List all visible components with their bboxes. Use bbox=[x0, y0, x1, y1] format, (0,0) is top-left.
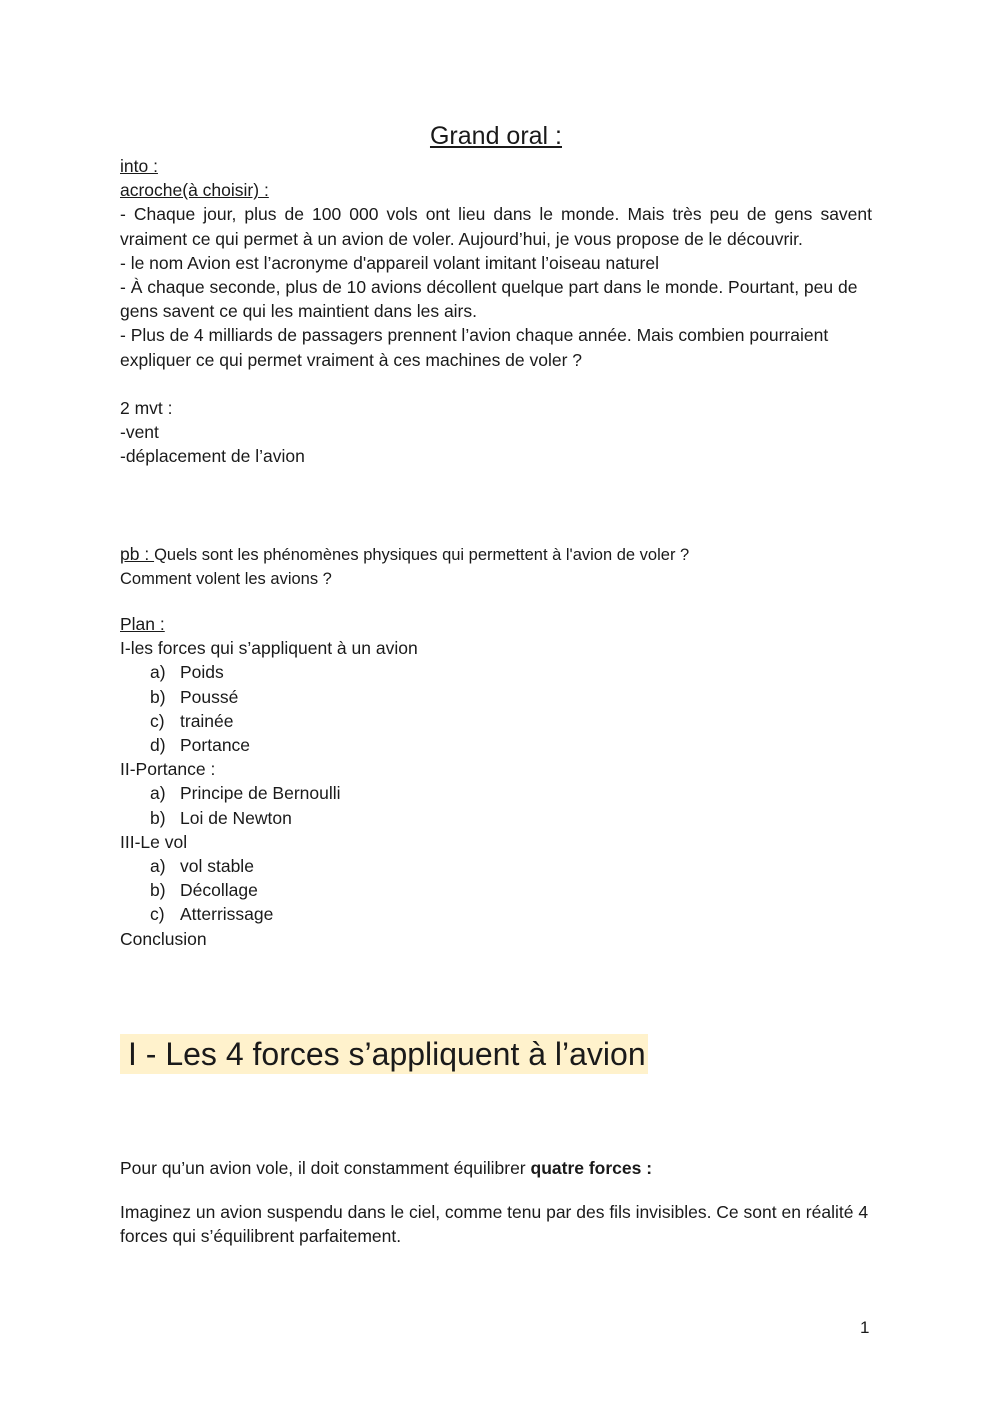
mvt-item: -vent bbox=[120, 422, 159, 443]
mvt-item: -déplacement de l’avion bbox=[120, 446, 305, 467]
list-text: Atterrissage bbox=[180, 904, 274, 925]
section-paragraph-1 bbox=[120, 1156, 872, 1180]
list-marker: b) bbox=[150, 880, 166, 901]
section-body-2 bbox=[120, 1200, 872, 1248]
list-item bbox=[120, 660, 872, 684]
list-marker: c) bbox=[150, 710, 165, 731]
list-item bbox=[120, 902, 872, 926]
list-marker: b) bbox=[150, 807, 166, 828]
hook-item: - Plus de 4 milliards de passagers prennent l’avion chaque année. Mais combien pourraient expliquer ce qui permet vraiment à ces machines de voler ? bbox=[120, 325, 829, 370]
list-text: Principe de Bernoulli bbox=[180, 783, 341, 804]
list-item bbox=[120, 709, 872, 733]
list-text: trainée bbox=[180, 710, 234, 731]
list-marker: d) bbox=[150, 735, 166, 756]
problem-question-2: Comment volent les avions ? bbox=[120, 570, 332, 589]
problem-line bbox=[120, 542, 872, 567]
mvt-section bbox=[120, 396, 872, 469]
problem-question: Quels sont les phénomènes physiques qui permettent à l'avion de voler ? bbox=[154, 546, 690, 564]
paragraph-bold: quatre forces : bbox=[530, 1158, 653, 1178]
list-item bbox=[120, 878, 872, 902]
list-item bbox=[120, 806, 872, 830]
hook-item: - Chaque jour, plus de 100 000 vols ont lieu dans le monde. Mais très peu de gens savent vraiment ce qui permet à un avion de voler. Aujourd’hui, je vous propose de le découvrir. bbox=[120, 204, 872, 249]
plan-part-list bbox=[120, 854, 872, 927]
list-text: Poids bbox=[180, 662, 224, 683]
plan-conclusion: Conclusion bbox=[120, 928, 207, 949]
list-item bbox=[120, 854, 872, 878]
plan-part-list bbox=[120, 781, 872, 829]
section-paragraph-2: Imaginez un avion suspendu dans le ciel, comme tenu par des fils invisibles. Ce sont en réalité 4 forces qui s’équilibrent parfaitement. bbox=[120, 1202, 869, 1247]
list-marker: c) bbox=[150, 904, 165, 925]
list-marker: b) bbox=[150, 686, 166, 707]
hook-item: - À chaque seconde, plus de 10 avions décollent quelque part dans le monde. Pourtant, peu de gens savent ce qui les maintient dans les airs. bbox=[120, 277, 858, 322]
list-item bbox=[120, 685, 872, 709]
plan-section bbox=[120, 612, 872, 951]
list-marker: a) bbox=[150, 856, 166, 877]
hook-label: acroche(à choisir) : bbox=[120, 180, 269, 201]
mvt-label: 2 mvt : bbox=[120, 398, 173, 418]
list-marker: a) bbox=[150, 783, 166, 804]
plan-part-list bbox=[120, 660, 872, 757]
plan-part-title: II-Portance : bbox=[120, 759, 216, 780]
list-text: vol stable bbox=[180, 856, 254, 877]
section-heading: I - Les 4 forces s’appliquent à l’avion bbox=[120, 1034, 648, 1074]
document-title: Grand oral : bbox=[429, 122, 562, 150]
list-marker: a) bbox=[150, 662, 166, 683]
problem-label: pb : bbox=[120, 544, 155, 564]
intro-section bbox=[120, 154, 872, 372]
section-body bbox=[120, 1156, 872, 1180]
list-text: Loi de Newton bbox=[180, 807, 292, 828]
list-item bbox=[120, 781, 872, 805]
page-number: 1 bbox=[860, 1318, 870, 1337]
paragraph-text: Pour qu’un avion vole, il doit constamment équilibrer bbox=[120, 1158, 531, 1178]
hook-item: - le nom Avion est l’acronyme d'appareil volant imitant l’oiseau naturel bbox=[120, 252, 659, 273]
plan-label: Plan : bbox=[120, 614, 165, 634]
plan-part-title: III-Le vol bbox=[120, 831, 188, 852]
list-text: Décollage bbox=[180, 880, 258, 901]
list-text: Poussé bbox=[180, 686, 239, 707]
plan-part-title: I-les forces qui s’appliquent à un avion bbox=[120, 638, 418, 659]
problem-section bbox=[120, 542, 872, 591]
list-item bbox=[120, 733, 872, 757]
intro-label: into : bbox=[120, 156, 158, 176]
list-text: Portance bbox=[180, 735, 251, 756]
